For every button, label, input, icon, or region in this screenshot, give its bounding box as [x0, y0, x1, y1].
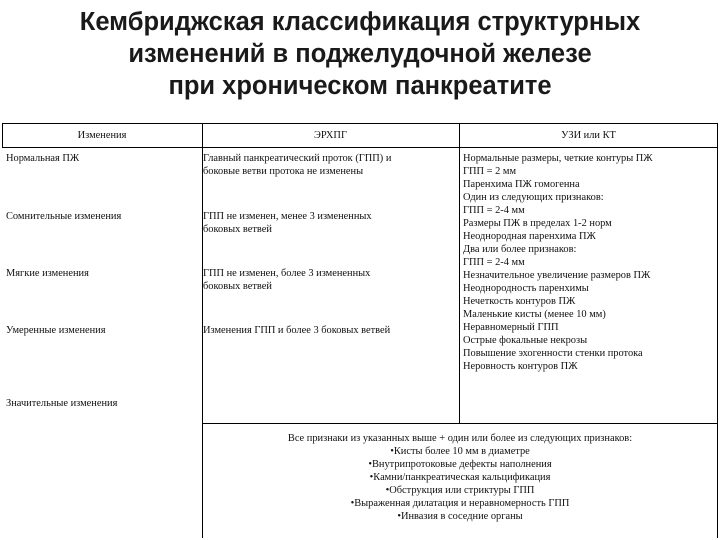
header-us-ct: УЗИ или КТ: [561, 130, 616, 141]
change-mild: Мягкие изменения: [6, 268, 89, 279]
bullet-icon: •: [368, 459, 372, 470]
severe-bullet-text: Инвазия в соседние органы: [400, 511, 523, 522]
title-line: Кембриджская классификация структурных: [79, 8, 641, 36]
title-line: изменений в поджелудочной железе: [128, 40, 592, 68]
severe-row-divider: [202, 423, 718, 424]
us-ct-line: Незначительное увеличение размеров ПЖ: [463, 270, 651, 281]
bullet-icon: •: [369, 472, 374, 483]
ercp-moderate: Изменения ГПП и более 3 боковых ветвей: [203, 325, 391, 336]
severe-bullet-text: Камни/панкреатическая кальцификация: [373, 472, 551, 483]
ercp-equivocal-line: боковых ветвей: [203, 224, 272, 235]
bullet-icon: •: [350, 498, 355, 509]
us-ct-line: ГПП = 2-4 мм: [463, 257, 525, 268]
us-ct-line: Маленькие кисты (менее 10 мм): [463, 309, 606, 320]
severe-intro: Все признаки из указанных выше + один или более из следующих признаков:: [287, 433, 633, 444]
severe-bullet-item: [202, 497, 718, 510]
severe-bullet-item: [202, 445, 718, 458]
us-ct-line: Неровность контуров ПЖ: [463, 361, 578, 372]
ercp-mild: [203, 267, 370, 293]
us-ct-line: Размеры ПЖ в пределах 1-2 норм: [463, 218, 612, 229]
us-ct-line: Нечеткость контуров ПЖ: [463, 296, 576, 307]
us-ct-line: Неравномерный ГПП: [463, 322, 559, 333]
bullet-icon: •: [397, 511, 401, 522]
ercp-normal-line: Главный панкреатический проток (ГПП) и: [203, 153, 392, 164]
severe-bullet-text: Выраженная дилатация и неравномерность ГПП: [354, 498, 570, 509]
us-ct-line: Нормальные размеры, четкие контуры ПЖ: [463, 153, 653, 164]
severe-bullet-item: [202, 484, 718, 497]
ercp-equivocal: [203, 210, 372, 236]
ercp-normal-line: боковые ветви протока не изменены: [203, 166, 364, 177]
ercp-mild-line: боковых ветвей: [203, 281, 272, 292]
us-ct-line: Два или более признаков:: [463, 244, 577, 255]
us-ct-line: Неоднородная паренхима ПЖ: [463, 231, 596, 242]
bullet-icon: •: [385, 485, 390, 496]
severe-criteria: [202, 432, 718, 523]
change-normal: Нормальная ПЖ: [6, 153, 80, 164]
severe-bullet-text: Внутрипротоковые дефекты наполнения: [371, 459, 552, 470]
bullet-icon: •: [390, 446, 394, 457]
change-marked: Значительные изменения: [6, 398, 118, 409]
severe-bullet-item: [202, 510, 718, 523]
us-ct-line: Неоднородность паренхимы: [463, 283, 589, 294]
us-ct-line: Паренхима ПЖ гомогенна: [463, 179, 580, 190]
header-changes: Изменения: [77, 130, 127, 141]
title-line: при хроническом панкреатите: [168, 72, 552, 100]
header-ercp: ЭРХПГ: [314, 130, 347, 141]
classification-table: [2, 123, 718, 538]
change-equivocal: Сомнительные изменения: [6, 211, 122, 222]
severe-bullet-item: [202, 471, 718, 484]
ercp-equivocal-line: ГПП не изменен, менее 3 измененных: [203, 211, 372, 222]
ercp-mild-line: ГПП не изменен, более 3 измененных: [203, 268, 371, 279]
column-divider-2: [459, 123, 460, 423]
severe-bullet-text: Обструкция или стриктуры ГПП: [389, 485, 535, 496]
ercp-normal: [203, 152, 391, 178]
us-ct-line: Один из следующих признаков:: [463, 192, 604, 203]
us-ct-line: Острые фокальные некрозы: [463, 335, 588, 346]
header-divider: [2, 147, 718, 148]
page-title: [0, 6, 720, 102]
us-ct-line: ГПП = 2-4 мм: [463, 205, 525, 216]
us-ct-line: ГПП = 2 мм: [463, 166, 517, 177]
us-ct-line: Повышение эхогенности стенки протока: [463, 348, 643, 359]
severe-bullet-text: Кисты более 10 мм в диаметре: [393, 446, 530, 457]
change-moderate: Умеренные изменения: [6, 325, 106, 336]
us-ct-criteria: [463, 152, 653, 373]
table-border-top: [2, 123, 718, 124]
severe-bullet-item: [202, 458, 718, 471]
